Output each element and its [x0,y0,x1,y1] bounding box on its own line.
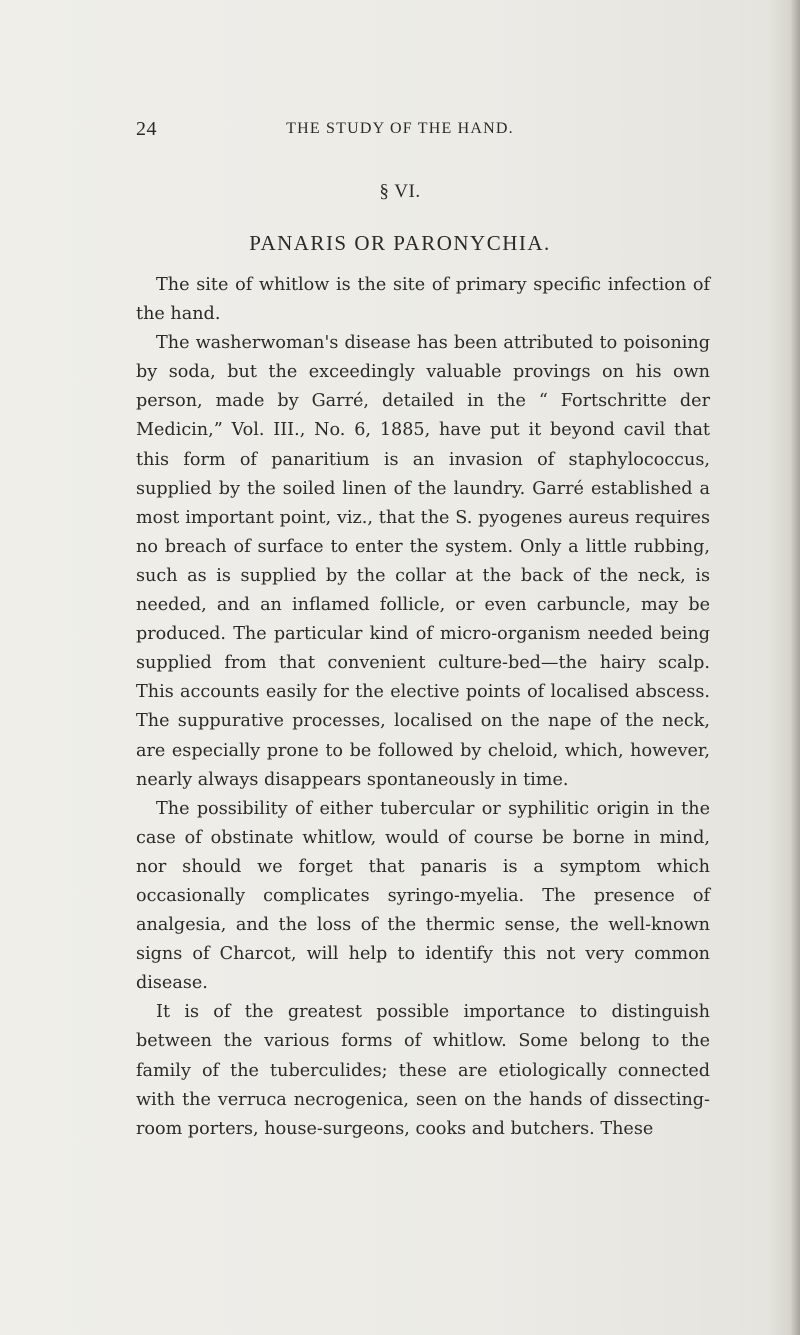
paragraph: It is of the greatest possible importance to distinguish between the various forms of whitlow. Some belong to the family of the tuberculides; these are etiologically connected with the verruca necrogenica, seen on the hands of dissecting-room porters, house-surgeons, cooks and butchers. These [136,1002,710,1139]
page-header [0,118,800,140]
body-text [136,271,710,1144]
section-number: § VI. [379,181,421,202]
page-number: 24 [136,118,157,140]
paragraph: The site of whitlow is the site of primary specific infection of the hand. [136,275,710,325]
section-title: PANARIS OR PARONYCHIA. [249,231,551,255]
running-head: THE STUDY OF THE HAND. [286,120,514,137]
paragraph: The washerwoman's disease has been attributed to poisoning by soda, but the exceedingly valuable provings on his own person, made by Garré, detailed in the “ Fortschritte der Medicin,” Vol. III., No. 6, 1885, have put it beyond cavil that this form of panaritium is an invasion of staphylococcus, supplied by the soiled linen of the laundry. Garré established a most important point, viz., that the S. pyogenes aureus requires no breach of surface to enter the system. Only a little rubbing, such as is supplied by the collar at the back of the neck, is needed, and an inflamed follicle, or even carbuncle, may be produced. The particular kind of micro-organism needed being supplied from that convenient culture-bed—the hairy scalp. This accounts easily for the elective points of localised abscess. The suppurative processes, localised on the nape of the neck, are especially prone to be followed by cheloid, which, however, nearly always disappears spontaneously in time. [136,333,710,790]
paragraph: The possibility of either tubercular or syphilitic origin in the case of obstinate whitlow, would of course be borne in mind, nor should we forget that panaris is a symptom which occasionally complicates syringo-myelia. The presence of analgesia, and the loss of the thermic sense, the well-known signs of Charcot, will help to identify this not very common disease. [136,798,710,994]
